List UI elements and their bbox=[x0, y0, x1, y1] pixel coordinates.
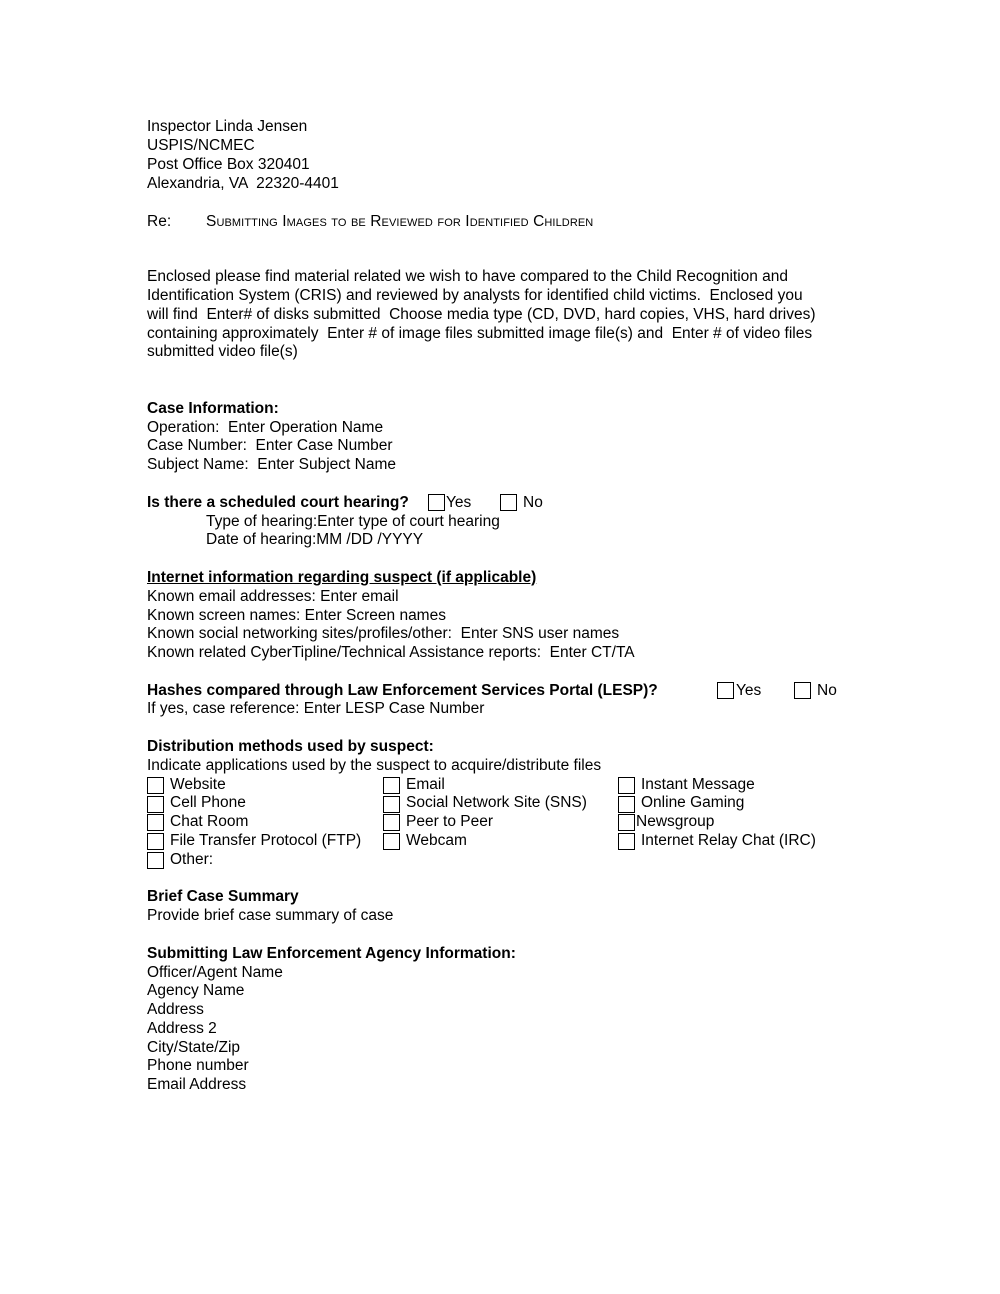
webcam-checkbox[interactable] bbox=[383, 833, 400, 850]
instant-message-checkbox[interactable] bbox=[618, 777, 635, 794]
intro-line-2: Identification System (CRIS) and reviewed by analysts for identified child victims. Enclosed you bbox=[147, 287, 803, 304]
video-files-field-cont[interactable]: submitted bbox=[147, 343, 215, 360]
intro-line-1: Enclosed please find material related we wish to have compared to the Child Recognition and bbox=[147, 268, 789, 285]
email-field[interactable]: Enter email bbox=[320, 588, 399, 605]
other-checkbox[interactable] bbox=[147, 852, 164, 869]
phone-field[interactable]: Phone number bbox=[147, 1057, 249, 1074]
subject-name-field[interactable]: Enter Subject Name bbox=[257, 456, 396, 473]
website-checkbox[interactable] bbox=[147, 777, 164, 794]
hearing-date-row bbox=[206, 531, 423, 550]
recipient-po-box: Post Office Box 320401 bbox=[147, 156, 310, 173]
instant-message-label: Instant Message bbox=[641, 776, 755, 793]
intro-line-3 bbox=[147, 306, 816, 325]
recipient-name: Inspector Linda Jensen bbox=[147, 118, 308, 135]
operation-row bbox=[147, 419, 383, 438]
internet-info-heading: Internet information regarding suspect (if applicable) bbox=[147, 569, 537, 586]
hashes-no-label: No bbox=[817, 682, 837, 699]
intro-text bbox=[380, 306, 389, 323]
lesp-ref-row bbox=[147, 700, 484, 719]
hearing-type-field[interactable]: Enter type of court hearing bbox=[317, 513, 500, 530]
intro-text: image file(s) and bbox=[544, 325, 672, 342]
email-checkbox[interactable] bbox=[383, 777, 400, 794]
re-subject: Submitting Images to be Reviewed for Identified Children bbox=[206, 213, 594, 230]
video-files-field[interactable]: Enter # of video files bbox=[671, 325, 813, 342]
online-gaming-label: Online Gaming bbox=[641, 794, 745, 811]
ftp-checkbox[interactable] bbox=[147, 833, 164, 850]
distribution-instructions: Indicate applications used by the suspect to acquire/distribute files bbox=[147, 757, 602, 774]
hearing-date-label: Date of hearing: bbox=[206, 531, 317, 548]
email-row bbox=[147, 588, 399, 607]
sns-checkbox[interactable] bbox=[383, 796, 400, 813]
email-method-label: Email bbox=[406, 776, 445, 793]
recipient-org: USPIS/NCMEC bbox=[147, 137, 255, 154]
city-state-zip-field[interactable]: City/State/Zip bbox=[147, 1039, 241, 1056]
court-no-checkbox[interactable] bbox=[500, 494, 517, 511]
p2p-checkbox[interactable] bbox=[383, 814, 400, 831]
chat-room-label: Chat Room bbox=[170, 813, 249, 830]
chat-room-checkbox[interactable] bbox=[147, 814, 164, 831]
other-label: Other: bbox=[170, 851, 214, 868]
case-number-label: Case Number: bbox=[147, 437, 256, 454]
screen-names-row bbox=[147, 607, 446, 626]
intro-text: will find bbox=[147, 306, 207, 323]
ct-field[interactable]: Enter CT/TA bbox=[549, 644, 635, 661]
webcam-label: Webcam bbox=[406, 832, 467, 849]
newsgroup-checkbox[interactable] bbox=[618, 814, 635, 831]
intro-text: containing approximately bbox=[147, 325, 328, 342]
ct-row bbox=[147, 644, 635, 663]
subject-name-row bbox=[147, 456, 396, 475]
court-no-label: No bbox=[523, 494, 543, 511]
irc-checkbox[interactable] bbox=[618, 833, 635, 850]
distribution-heading: Distribution methods used by suspect: bbox=[147, 738, 434, 755]
hashes-yes-checkbox[interactable] bbox=[717, 682, 734, 699]
hearing-type-label: Type of hearing: bbox=[206, 513, 318, 530]
website-label: Website bbox=[170, 776, 226, 793]
summary-field[interactable]: Provide brief case summary of case bbox=[147, 907, 394, 924]
agency-heading: Submitting Law Enforcement Agency Information: bbox=[147, 945, 516, 962]
address-2-field[interactable]: Address 2 bbox=[147, 1020, 217, 1037]
hashes-question: Hashes compared through Law Enforcement Services Portal (LESP)? bbox=[147, 682, 658, 699]
summary-heading: Brief Case Summary bbox=[147, 888, 299, 905]
intro-line-5 bbox=[147, 343, 298, 362]
officer-name-field[interactable]: Officer/Agent Name bbox=[147, 964, 283, 981]
image-files-field[interactable]: Enter # of image files submitted bbox=[327, 325, 545, 342]
re-label: Re: bbox=[147, 213, 172, 230]
sns-label: Known social networking sites/profiles/other: bbox=[147, 625, 461, 642]
irc-label: Internet Relay Chat (IRC) bbox=[641, 832, 816, 849]
email-address-field[interactable]: Email Address bbox=[147, 1076, 247, 1093]
p2p-label: Peer to Peer bbox=[406, 813, 494, 830]
operation-field[interactable]: Enter Operation Name bbox=[228, 419, 384, 436]
online-gaming-checkbox[interactable] bbox=[618, 796, 635, 813]
sns-field[interactable]: Enter SNS user names bbox=[460, 625, 620, 642]
case-info-heading: Case Information: bbox=[147, 400, 279, 417]
hearing-type-row bbox=[206, 513, 500, 532]
subject-name-label: Subject Name: bbox=[147, 456, 258, 473]
hashes-yes-label: Yes bbox=[736, 682, 762, 699]
court-yes-checkbox[interactable] bbox=[428, 494, 445, 511]
lesp-ref-field[interactable]: Enter LESP Case Number bbox=[303, 700, 485, 717]
email-label: Known email addresses: bbox=[147, 588, 321, 605]
cell-phone-label: Cell Phone bbox=[170, 794, 246, 811]
media-type-field[interactable]: Choose media type (CD, DVD, hard copies, VHS, hard drives) bbox=[389, 306, 816, 323]
sns-row bbox=[147, 625, 619, 644]
lesp-ref-label: If yes, case reference: bbox=[147, 700, 304, 717]
intro-text: video file(s) bbox=[214, 343, 298, 360]
hashes-no-checkbox[interactable] bbox=[794, 682, 811, 699]
screen-names-label: Known screen names: bbox=[147, 607, 305, 624]
intro-line-4 bbox=[147, 325, 812, 344]
agency-name-field[interactable]: Agency Name bbox=[147, 982, 245, 999]
address-field[interactable]: Address bbox=[147, 1001, 204, 1018]
sns-method-label: Social Network Site (SNS) bbox=[406, 794, 587, 811]
court-yes-label: Yes bbox=[446, 494, 472, 511]
ftp-label: File Transfer Protocol (FTP) bbox=[170, 832, 362, 849]
ct-label: Known related CyberTipline/Technical Assistance reports: bbox=[147, 644, 550, 661]
case-number-row bbox=[147, 437, 393, 456]
disks-field[interactable]: Enter# of disks submitted bbox=[206, 306, 381, 323]
court-hearing-question: Is there a scheduled court hearing? bbox=[147, 494, 409, 511]
newsgroup-label: Newsgroup bbox=[636, 813, 715, 830]
hearing-date-field[interactable]: MM /DD /YYYY bbox=[316, 531, 424, 548]
recipient-city: Alexandria, VA 22320-4401 bbox=[147, 175, 339, 192]
operation-label: Operation: bbox=[147, 419, 228, 436]
case-number-field[interactable]: Enter Case Number bbox=[255, 437, 393, 454]
cell-phone-checkbox[interactable] bbox=[147, 796, 164, 813]
screen-names-field[interactable]: Enter Screen names bbox=[304, 607, 446, 624]
